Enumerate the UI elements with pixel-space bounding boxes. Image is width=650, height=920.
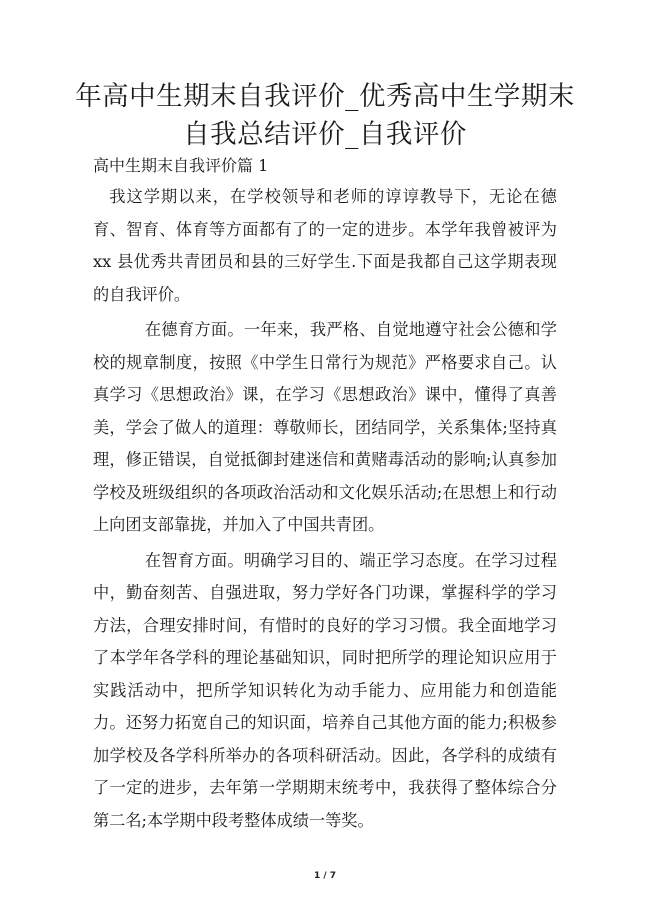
document-title: 年高中生期末自我评价_优秀高中生学期末自我总结评价_自我评价 bbox=[75, 81, 575, 150]
section-heading: 高中生期末自我评价篇 1 bbox=[93, 156, 269, 175]
page-number: 1 / 7 bbox=[313, 871, 337, 881]
paragraph-intellectual-education: 在智育方面。明确学习目的、端正学习态度。在学习过程中，勤奋刻苦、自强进取，努力学好各门功课，掌握科学的学习方法，合理安排时间，有惜时的良好的学习习惯。我全面地学习了本学年各学科的理论基础知识，同时把所学的理论知识应用于实践活动中，把所学知识转化为动手能力、应用能力和创造能力。还努力拓宽自己的知识面，培养自己其他方面的能力;积极参加学校及各学科所举办的各项科研活动。因此，各学科的成绩有了一定的进步，去年第一学期期末统考中，我获得了整体综合分第二名;本学期中段考整体成绩一等奖。 bbox=[93, 550, 557, 830]
paragraph-intro: 我这学期以来，在学校领导和老师的谆谆教导下，无论在德育、智育、体育等方面都有了的一定的进步。本学年我曾被评为 xx 县优秀共青团员和县的三好学生.下面是我都自己这学期表现的自我评价。 bbox=[93, 187, 557, 304]
document-body bbox=[93, 181, 557, 840]
paragraph-moral-education: 在德育方面。一年来，我严格、自觉地遵守社会公德和学校的规章制度，按照《中学生日常行为规范》严格要求自己。认真学习《思想政治》课，在学习《思想政治》课中，懂得了真善美，学会了做人的道理：尊敬师长，团结同学，关系集体;坚持真理，修正错误，自觉抵御封建迷信和黄赌毒活动的影响;认真参加学校及班级组织的各项政治活动和文化娱乐活动;在思想上和行动上向团支部靠拢，并加入了中国共青团。 bbox=[93, 320, 557, 534]
